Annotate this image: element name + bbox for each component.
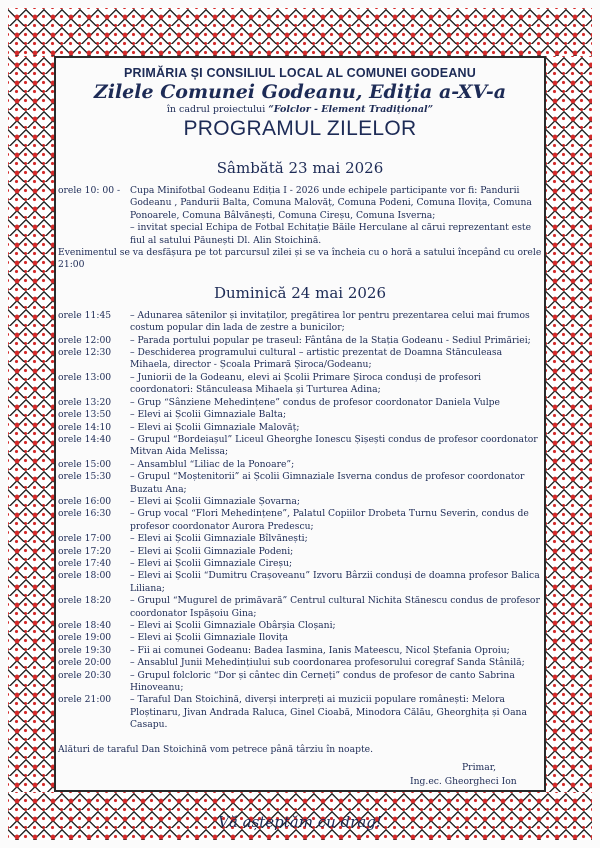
entry-time: orele 17:00 <box>58 533 112 545</box>
schedule-entry <box>58 335 542 347</box>
schedule-entry <box>58 508 542 533</box>
program-title: PROGRAMUL ZILELOR <box>183 117 417 140</box>
entry-text: – Ansablul Junii Mehedințiului sub coordonarea profesorului coregraf Sanda Stânilă; <box>130 657 525 669</box>
schedule-entry <box>58 459 542 471</box>
entry-time: orele 13:50 <box>58 409 112 421</box>
entry-text: – Ansamblul “Liliac de la Ponoare”; <box>130 458 295 470</box>
entry-text: – Elevi ai Școlii Gimnaziale Podeni; <box>130 545 294 557</box>
entry-time: orele 12:00 <box>58 334 112 346</box>
signature-name: Ing.ec. Gheorgheci Ion <box>410 775 517 787</box>
entry-text: – Adunarea sătenilor și invitaților, pregătirea lor pentru prezentarea celui mai frumos costum popular din lada de zestre a bunicilor; <box>130 309 530 334</box>
entry-text: – Grupul “Moștenitorii” ai Școlii Gimnaziale Isverna condus de profesor coordonator Buzatu Ana; <box>130 471 525 495</box>
issuer-heading: PRIMĂRIA ȘI CONSILIUL LOCAL AL COMUNEI GODEANU <box>123 66 477 80</box>
entry-text: – Fii ai comunei Godeanu: Badea Iasmina, Ianis Mateescu, Nicol Ștefania Oproiu; <box>130 644 510 656</box>
schedule-entry <box>58 434 542 459</box>
entry-text: Cupa Minifotbal Godeanu Ediția I - 2026 unde echipele participante vor fi: Pandurii Godeanu , Pandurii Balta, Comuna Malovăț, Comuna Podeni, Comuna Ilovița, Comuna Ponoarele, Comuna Bâlvănești, Comuna Cireșu, Comuna Isverna; <box>130 185 532 221</box>
schedule-entry <box>58 222 542 247</box>
schedule-entry <box>58 185 542 222</box>
entry-time: orele 13:20 <box>58 396 112 408</box>
entry-text: – Deschiderea programului cultural – artistic prezentat de Doamna Stănculeasa Mihaela, director - Școala Primară Șiroca/Godeanu; <box>130 347 503 371</box>
closing-line: Alături de taraful Dan Stoichină vom petrece până târziu în noapte. <box>58 743 373 755</box>
day1-title: Sâmbătă 23 mai 2026 <box>216 159 384 177</box>
schedule-entry <box>58 570 542 595</box>
entry-text: – Elevi ai Școlii Gimnaziale Balta; <box>130 409 287 421</box>
entry-time: orele 18:00 <box>58 570 112 582</box>
border-right <box>544 56 592 792</box>
schedule-entry <box>58 670 542 695</box>
entry-time: orele 15:30 <box>58 471 112 483</box>
entry-time: orele 21:00 <box>58 694 112 706</box>
entry-time: orele 20:00 <box>58 657 112 669</box>
entry-text: – Grup “Sânziene Mehedințene” condus de profesor coordonator Daniela Vulpe <box>130 396 500 408</box>
schedule-entry <box>58 397 542 409</box>
entry-time: orele 13:00 <box>58 371 112 383</box>
program-content <box>58 62 542 831</box>
schedule-entry <box>58 595 542 620</box>
entry-time: orele 12:30 <box>58 347 112 359</box>
entry-text: – Parada portului popular pe traseul: Fântâna de la Stația Godeanu - Sediul Primăriei; <box>130 334 531 346</box>
schedule-entry <box>58 657 542 669</box>
entry-text: – Elevi ai Școlii Gimnaziale Malovăț; <box>130 421 300 433</box>
schedule-entry <box>58 533 542 545</box>
entry-text: – Grup vocal “Flori Mehedințene”, Palatul Copiilor Drobeta Turnu Severin, condus de profesor coordonator Aurora Predescu; <box>130 508 529 532</box>
border-top <box>8 8 592 58</box>
entry-time: orele 16:30 <box>58 508 112 520</box>
entry-time: orele 18:40 <box>58 620 112 631</box>
schedule-entry <box>58 558 542 570</box>
entry-text: – Elevi ai Școlii Gimnaziale Obârșia Cloșani; <box>130 620 336 631</box>
entry-text: – Elevi ai Școlii “Dumitru Crașoveanu” Izvoru Bârzii conduși de doamna profesor Balica Liliana; <box>130 570 540 594</box>
event-title: Zilele Comunei Godeanu, Ediția a-XV-a <box>93 81 507 103</box>
entry-time: orele 17:40 <box>58 557 112 569</box>
signature-block <box>58 761 542 791</box>
schedule-entry <box>58 694 542 731</box>
entry-text: – Grupul folcloric “Dor și cântec din Cerneți” condus de profesor de canto Sabrina Hinoveanu; <box>130 669 515 694</box>
entry-text: – invitat special Echipa de Fotbal Echitație Băile Herculane al cărui reprezentant este fiul al satului Păunești Dl. Alin Stoichină. <box>130 222 532 246</box>
schedule-entry <box>58 372 542 397</box>
schedule-entry <box>58 546 542 558</box>
schedule-entry <box>58 409 542 421</box>
schedule-entry <box>58 422 542 434</box>
border-left <box>8 56 56 792</box>
day2-title: Duminică 24 mai 2026 <box>213 283 387 302</box>
day2-schedule <box>58 310 542 732</box>
entry-text: – Elevi ai Școlii Gimnaziale Bîlvănești; <box>130 533 308 545</box>
entry-text: – Juniorii de la Godeanu, elevi ai Școlii Primare Șiroca conduși de profesori coordonatori: Stănculeasa Mihaela și Turturea Adina; <box>130 371 482 396</box>
schedule-entry <box>58 645 542 657</box>
entry-time: orele 16:00 <box>58 495 112 507</box>
entry-text: – Elevi ai Școlii Gimnaziale Ilovița <box>130 632 289 644</box>
schedule-entry <box>58 471 542 496</box>
entry-time: orele 14:40 <box>58 433 112 445</box>
entry-time: orele 10: 00 - <box>58 185 121 196</box>
entry-text: – Elevi ai Școlii Gimnaziale Șovarna; <box>130 495 301 507</box>
entry-text: – Grupul “Bordeiașul” Liceul Gheorghe Ionescu Șișești condus de profesor coordonator Mitvan Aida Melissa; <box>130 433 538 458</box>
schedule-entry <box>58 620 542 632</box>
entry-text: – Taraful Dan Stoichină, diverși interpreți ai muzicii populare românești: Melora Ploștinaru, Jivan Andrada Raluca, Ginel Cioabă, Minodora Călău, Gheorghița și Oana Casapu. <box>130 694 527 731</box>
schedule-entry <box>58 632 542 644</box>
project-name: “Folclor - Element Tradițional” <box>268 104 434 115</box>
project-line <box>58 104 542 115</box>
schedule-entry <box>58 347 542 372</box>
day1-schedule <box>58 185 542 247</box>
entry-time: orele 19:30 <box>58 644 112 656</box>
project-prefix: în cadrul proiectului <box>166 104 266 115</box>
entry-time: orele 18:20 <box>58 595 112 607</box>
entry-text: – Elevi ai Școlii Gimnaziale Cireșu; <box>130 557 293 569</box>
entry-time: orele 17:20 <box>58 545 112 557</box>
entry-time: orele 19:00 <box>58 632 112 644</box>
signature-role: Primar, <box>462 761 497 773</box>
entry-time: orele 15:00 <box>58 458 112 470</box>
farewell-line: Vă așteptăm cu drag! <box>218 812 382 831</box>
schedule-entry <box>58 310 542 335</box>
schedule-entry <box>58 496 542 508</box>
entry-time: orele 20:30 <box>58 669 112 681</box>
entry-time: orele 14:10 <box>58 421 112 433</box>
entry-text: – Grupul “Mugurel de primăvară” Centrul cultural Nichita Stănescu condus de profesor coordonator Ispășoiu Gina; <box>130 595 540 619</box>
entry-time: orele 11:45 <box>58 309 112 321</box>
day1-note: Evenimentul se va desfășura pe tot parcursul zilei și se va încheia cu o horă a satului începând cu orele 21:00 <box>58 247 542 271</box>
